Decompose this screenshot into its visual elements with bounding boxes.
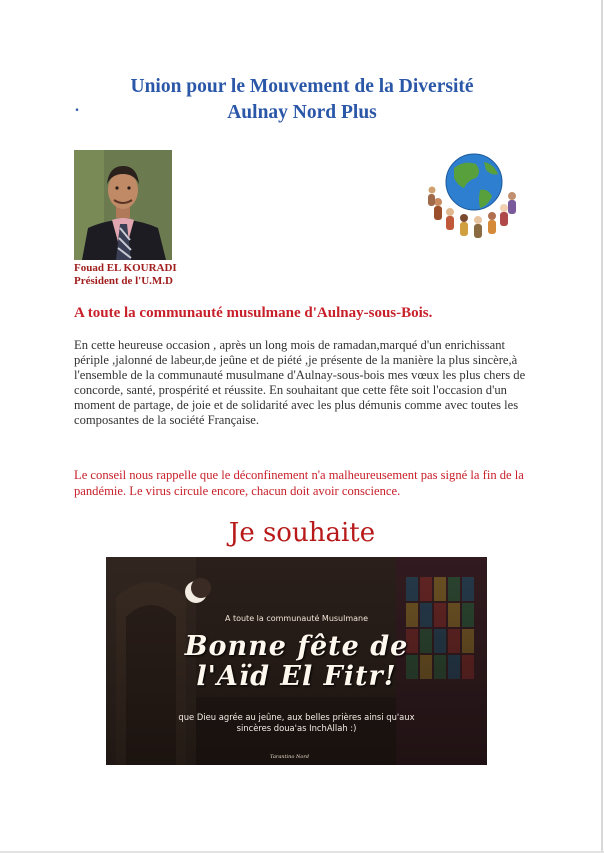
card-title — [106, 632, 487, 692]
card-subtitle: A toute la communauté Musulmane — [224, 614, 369, 623]
author-photo — [74, 150, 172, 260]
greeting-paragraph: En cette heureuse occasion , après un long mois de ramadan,marqué d'un enrichissant périple ,jalonné de labeur,de jeûne et de piété ,je présente de la manière la plus sincère,à l'ensemble de la communauté musulmane d'Aulnay-sous-bois mes vœux les plus chers de concorde, santé, prospérité et réussite. En souhaitant que cette fête soit l'occasion d'un moment de partage, de joie et de solidarité avec les plus démunis comme avec toutes les composantes de la société Française. — [74, 338, 526, 428]
card-signature: Tarantino Nord — [270, 754, 309, 760]
card-message-line2: sincères doua'as InchAllah :) — [236, 723, 357, 733]
covid-notice: Le conseil nous rappelle que le déconfinement n'a malheureusement pas signé la fin de la pandémie. Le virus circule encore, chacun doit avoir conscience. — [74, 468, 524, 498]
community-heading: A toute la communauté musulmane d'Aulnay-sous-Bois. — [74, 305, 433, 321]
card-message-line1: que Dieu agrée au jeûne, aux belles prières ainsi qu'aux — [178, 712, 415, 722]
card-title-line1: Bonne fête de — [184, 631, 409, 662]
crescent-moon-icon — [181, 578, 211, 606]
wish-heading: Je souhaite — [228, 518, 376, 548]
card-message — [106, 712, 487, 734]
author-role: Président de l'U.M.D — [74, 275, 173, 287]
header-title: Union pour le Mouvement de la Diversité — [130, 76, 474, 97]
header-subtitle: Aulnay Nord Plus — [227, 102, 377, 123]
author-name: Fouad EL KOURADI — [74, 262, 177, 274]
globe-unity-logo — [424, 150, 524, 242]
document-header — [0, 74, 604, 126]
header-bullet: . — [75, 98, 79, 115]
page-edge — [601, 0, 603, 853]
card-title-line2: l'Aïd El Fitr! — [196, 661, 397, 692]
author-caption — [74, 262, 177, 288]
